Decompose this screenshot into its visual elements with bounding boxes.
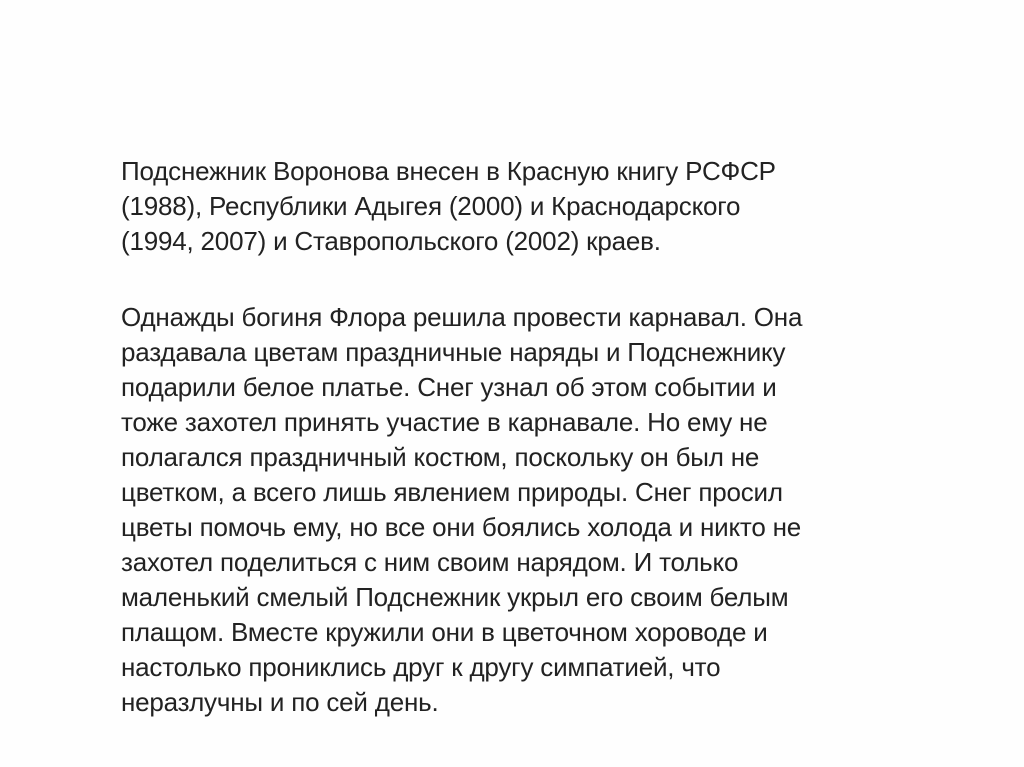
text-line: плащом. Вместе кружили они в цветочном хороводе и [121,617,768,647]
text-line: полагался праздничный костюм, поскольку он был не [121,442,760,472]
paragraph-red-book [121,154,901,259]
text-line: Однажды богиня Флора решила провести карнавал. Она [121,302,803,332]
text-line: захотел поделиться с ним своим нарядом. И только [121,547,739,577]
text-line: подарили белое платье. Снег узнал об этом событии и [121,372,777,402]
text-line: раздавала цветам праздничные наряды и Подснежнику [121,337,786,367]
paragraph-legend [121,300,901,720]
text-line: Подснежник Воронова внесен в Красную книгу РСФСР [121,156,776,186]
text-line: маленький смелый Подснежник укрыл его своим белым [121,582,789,612]
text-line: тоже захотел принять участие в карнавале. Но ему не [121,407,768,437]
text-line: настолько прониклись друг к другу симпатией, что [121,652,721,682]
text-line: (1988), Республики Адыгея (2000) и Краснодарского [121,191,741,221]
text-line: (1994, 2007) и Ставропольского (2002) краев. [121,226,661,256]
text-line: цветы помочь ему, но все они боялись холода и никто не [121,512,802,542]
text-line: цветком, а всего лишь явлением природы. Снег просил [121,477,783,507]
text-line: неразлучны и по сей день. [121,687,439,717]
